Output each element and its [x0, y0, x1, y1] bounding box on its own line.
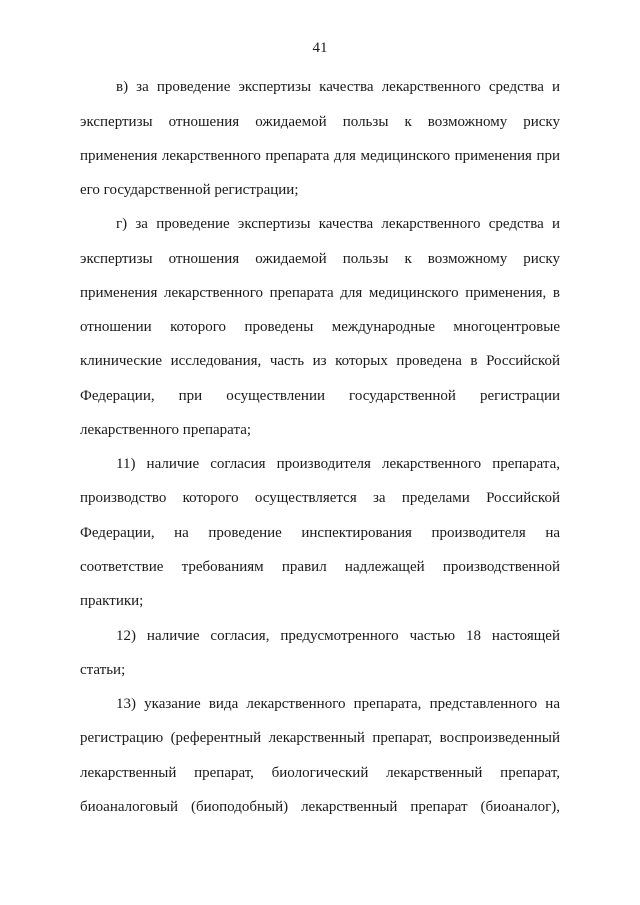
page-number: 41 [312, 40, 328, 56]
text-line: регистрацию (референтный лекарственный препарат, воспроизведенный [80, 730, 560, 746]
text-line: клинические исследования, часть из которых проведена в Российской [80, 353, 560, 369]
text-line: статьи; [80, 662, 126, 678]
text-line: применения лекарственного препарата для медицинского применения, в [80, 285, 560, 301]
text-line: отношении которого проведены международные многоцентровые [80, 319, 560, 335]
text-line: соответствие требованиям правил надлежащей производственной [80, 559, 560, 575]
text-line: Федерации, на проведение инспектирования производителя на [80, 525, 560, 541]
text-line: 12) наличие согласия, предусмотренного частью 18 настоящей [116, 628, 560, 644]
text-line: практики; [80, 593, 144, 609]
text-line: экспертизы отношения ожидаемой пользы к возможному риску [80, 251, 560, 267]
text-line: 13) указание вида лекарственного препарата, представленного на [116, 696, 560, 712]
text-line: лекарственный препарат, биологический лекарственный препарат, [80, 765, 560, 781]
text-line: его государственной регистрации; [80, 182, 299, 198]
text-line: г) за проведение экспертизы качества лекарственного средства и [116, 216, 560, 232]
text-line: производство которого осуществляется за пределами Российской [80, 490, 560, 506]
text-line: Федерации, при осуществлении государственной регистрации [80, 388, 560, 404]
text-line: 11) наличие согласия производителя лекарственного препарата, [116, 456, 560, 472]
text-line: экспертизы отношения ожидаемой пользы к возможному риску [80, 114, 560, 130]
text-line: в) за проведение экспертизы качества лекарственного средства и [116, 79, 560, 95]
text-line: биоаналоговый (биоподобный) лекарственный препарат (биоаналог), [80, 799, 560, 815]
text-line: лекарственного препарата; [80, 422, 252, 438]
text-line: применения лекарственного препарата для медицинского применения при [80, 148, 560, 164]
